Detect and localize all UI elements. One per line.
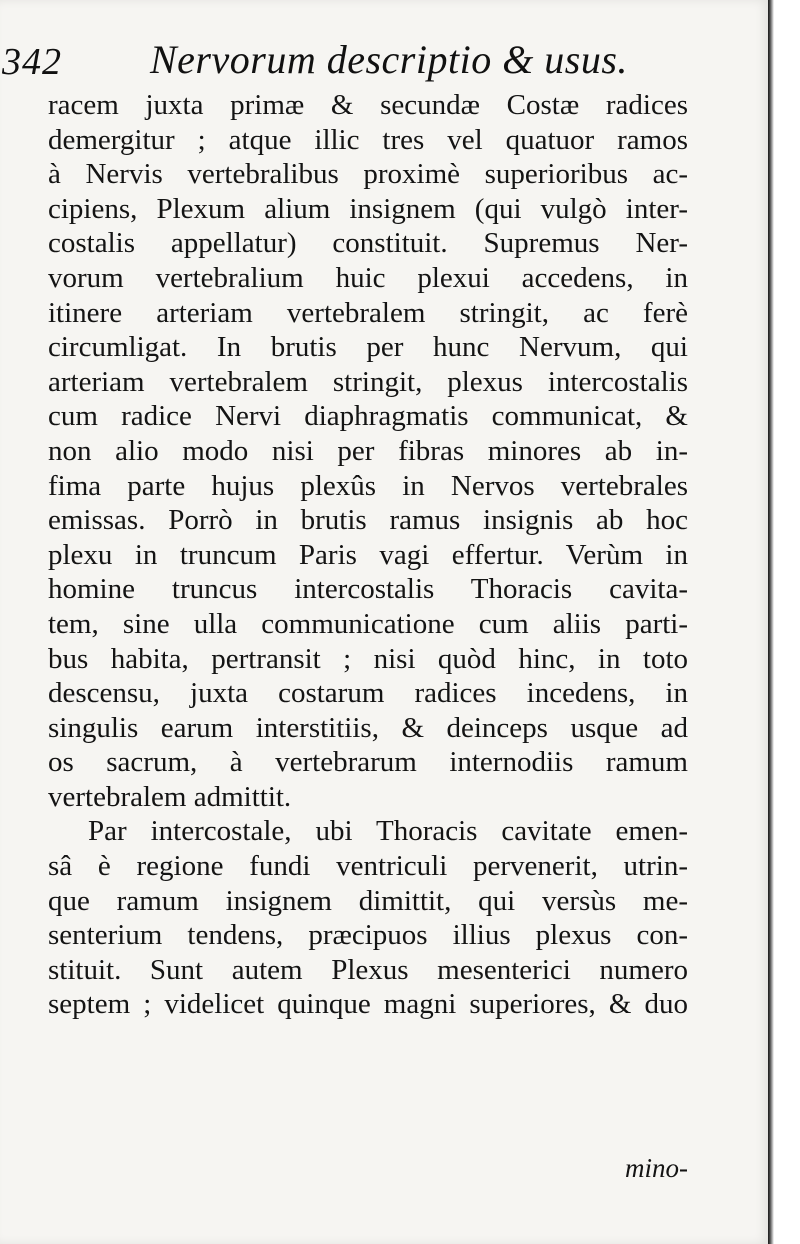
text-line: sâ è regione fundi ventriculi pervenerit, utrin- (48, 850, 688, 883)
catchword: mino- (625, 1153, 688, 1183)
page-edge-shadow (768, 0, 800, 1244)
text-line: demergitur ; atque illic tres vel quatuor ramos (48, 123, 688, 156)
text-line: costalis appellatur) constituit. Supremus Ner- (48, 227, 688, 260)
text-line: os sacrum, à vertebrarum internodiis ramum (48, 746, 688, 779)
text-line: racem juxta primæ & secundæ Costæ radices (48, 89, 688, 121)
text-line: cipiens, Plexum alium insignem (qui vulgò inter- (48, 192, 688, 225)
page-header (0, 34, 720, 90)
text-line: tem, sine ulla communicatione cum aliis parti- (48, 607, 688, 640)
text-line: homine truncus intercostalis Thoracis cavita- (48, 573, 688, 606)
text-line: non alio modo nisi per fibras minores ab in- (48, 434, 688, 467)
text-line: plexu in truncum Paris vagi effertur. Verùm in (48, 538, 688, 571)
text-line: cum radice Nervi diaphragmatis communicat, & (48, 400, 688, 433)
text-line: Par intercostale, ubi Thoracis cavitate emen- (88, 815, 688, 848)
text-line: bus habita, pertransit ; nisi quòd hinc, in toto (48, 642, 688, 675)
text-line: vertebralem admittit. (48, 780, 292, 813)
text-line: itinere arteriam vertebralem stringit, ac ferè (48, 296, 688, 329)
text-line: que ramum insignem dimittit, qui versùs me- (48, 884, 688, 917)
text-line: vorum vertebralium huic plexui accedens, in (48, 261, 688, 294)
text-line: singulis earum interstitiis, & deinceps usque ad (48, 711, 688, 744)
page-number: 342 (2, 41, 62, 83)
text-line: circumligat. In brutis per hunc Nervum, qui (48, 331, 688, 364)
text-line: senterium tendens, præcipuos illius plexus con- (48, 919, 688, 952)
text-line: emissas. Porrò in brutis ramus insignis ab hoc (48, 504, 688, 537)
text-line: descensu, juxta costarum radices incedens, in (48, 677, 688, 710)
text-line: à Nervis vertebralibus proximè superioribus ac- (48, 158, 688, 191)
running-title: Nervorum descriptio & usus. (150, 37, 628, 82)
page-footer (48, 1147, 688, 1187)
text-line: septem ; videlicet quinque magni superiores, & duo (48, 988, 688, 1021)
body-text (48, 88, 688, 1022)
text-line: stituit. Sunt autem Plexus mesenterici numero (48, 953, 688, 986)
text-line: arteriam vertebralem stringit, plexus intercostalis (48, 365, 688, 398)
text-line: fima parte hujus plexûs in Nervos vertebrales (48, 469, 688, 502)
